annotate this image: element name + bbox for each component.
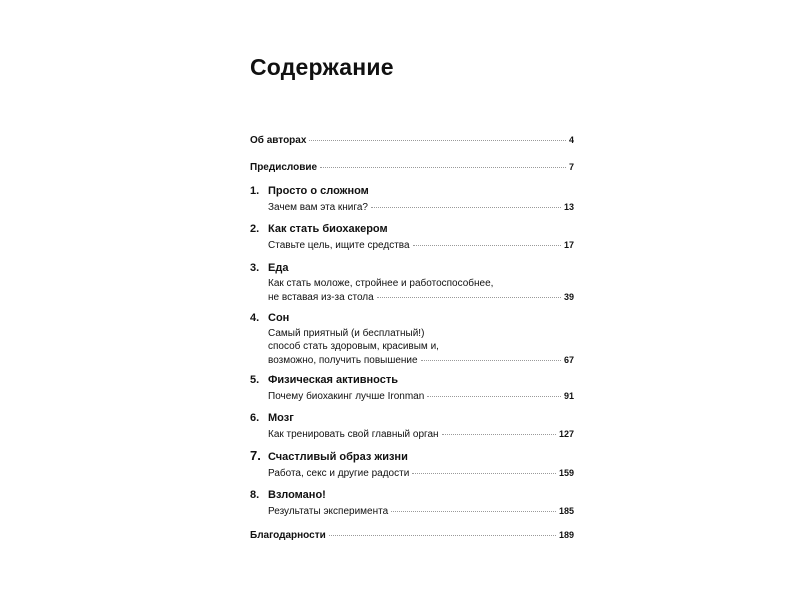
chapter-number: 3. — [250, 262, 260, 274]
page-number: 91 — [563, 391, 574, 401]
dot-leader — [442, 434, 556, 435]
dot-leader — [421, 360, 561, 361]
page-number: 185 — [558, 506, 574, 516]
chapter-subtitle-line: Самый приятный (и бесплатный!) — [268, 328, 425, 339]
chapter-subtitle: Результаты эксперимента — [268, 506, 389, 517]
chapter-subtitle: Работа, секс и другие радости — [268, 468, 410, 479]
page-number: 39 — [563, 292, 574, 302]
toc-chapter-5[interactable] — [250, 374, 574, 403]
toc-entry-label: Благодарности — [250, 530, 326, 541]
toc-entry-preface[interactable] — [250, 161, 574, 174]
dot-leader — [427, 396, 561, 397]
chapter-number: 7. — [250, 448, 261, 463]
chapter-number: 6. — [250, 412, 260, 424]
chapter-subtitle: Ставьте цель, ищите средства — [268, 240, 410, 251]
toc-chapter-4[interactable] — [250, 312, 574, 367]
page-number: 159 — [558, 468, 574, 478]
dot-leader — [309, 140, 566, 141]
page-number: 4 — [568, 135, 574, 145]
chapter-subtitle: возможно, получить повышение — [268, 355, 418, 366]
dot-leader — [413, 245, 561, 246]
page-title: Содержание — [250, 54, 394, 80]
chapter-title: Еда — [268, 262, 289, 274]
page-number: 189 — [558, 530, 574, 540]
chapter-subtitle: Как тренировать свой главный орган — [268, 429, 439, 440]
chapter-number: 2. — [250, 223, 260, 235]
dot-leader — [371, 207, 561, 208]
page-number: 13 — [563, 202, 574, 212]
toc-chapter-8[interactable] — [250, 489, 574, 518]
chapter-title: Счастливый образ жизни — [268, 451, 408, 463]
toc-chapter-1[interactable] — [250, 185, 574, 214]
toc-chapter-2[interactable] — [250, 223, 574, 252]
chapter-title: Физическая активность — [268, 374, 398, 386]
chapter-title: Взломано! — [268, 489, 326, 501]
chapter-subtitle: Почему биохакинг лучше Ironman — [268, 391, 425, 402]
chapter-title: Сон — [268, 312, 290, 324]
chapter-title: Мозг — [268, 412, 294, 424]
dot-leader — [412, 473, 556, 474]
chapter-number: 8. — [250, 489, 260, 501]
toc-entry-acknowledgements[interactable] — [250, 529, 574, 542]
toc-entry-label: Об авторах — [250, 135, 307, 146]
toc-entry-label: Предисловие — [250, 162, 318, 173]
chapter-number: 4. — [250, 312, 260, 324]
dot-leader — [391, 511, 556, 512]
page-number: 127 — [558, 429, 574, 439]
chapter-subtitle: Зачем вам эта книга? — [268, 202, 368, 213]
toc-chapter-3[interactable] — [250, 262, 574, 304]
page-number: 17 — [563, 240, 574, 250]
toc-chapter-7[interactable] — [250, 449, 574, 480]
chapter-subtitle-line: способ стать здоровым, красивым и, — [268, 341, 439, 352]
toc-entry-about-authors[interactable] — [250, 134, 574, 147]
chapter-subtitle: не вставая из-за стола — [268, 292, 374, 303]
page-number: 7 — [568, 162, 574, 172]
chapter-title: Просто о сложном — [268, 185, 369, 197]
chapter-subtitle-line: Как стать моложе, стройнее и работоспособнее, — [268, 278, 494, 289]
page-number: 67 — [563, 355, 574, 365]
dot-leader — [329, 535, 556, 536]
chapter-number: 5. — [250, 374, 260, 386]
chapter-title: Как стать биохакером — [268, 223, 388, 235]
chapter-number: 1. — [250, 185, 260, 197]
dot-leader — [320, 167, 566, 168]
dot-leader — [377, 297, 561, 298]
toc-chapter-6[interactable] — [250, 412, 574, 441]
